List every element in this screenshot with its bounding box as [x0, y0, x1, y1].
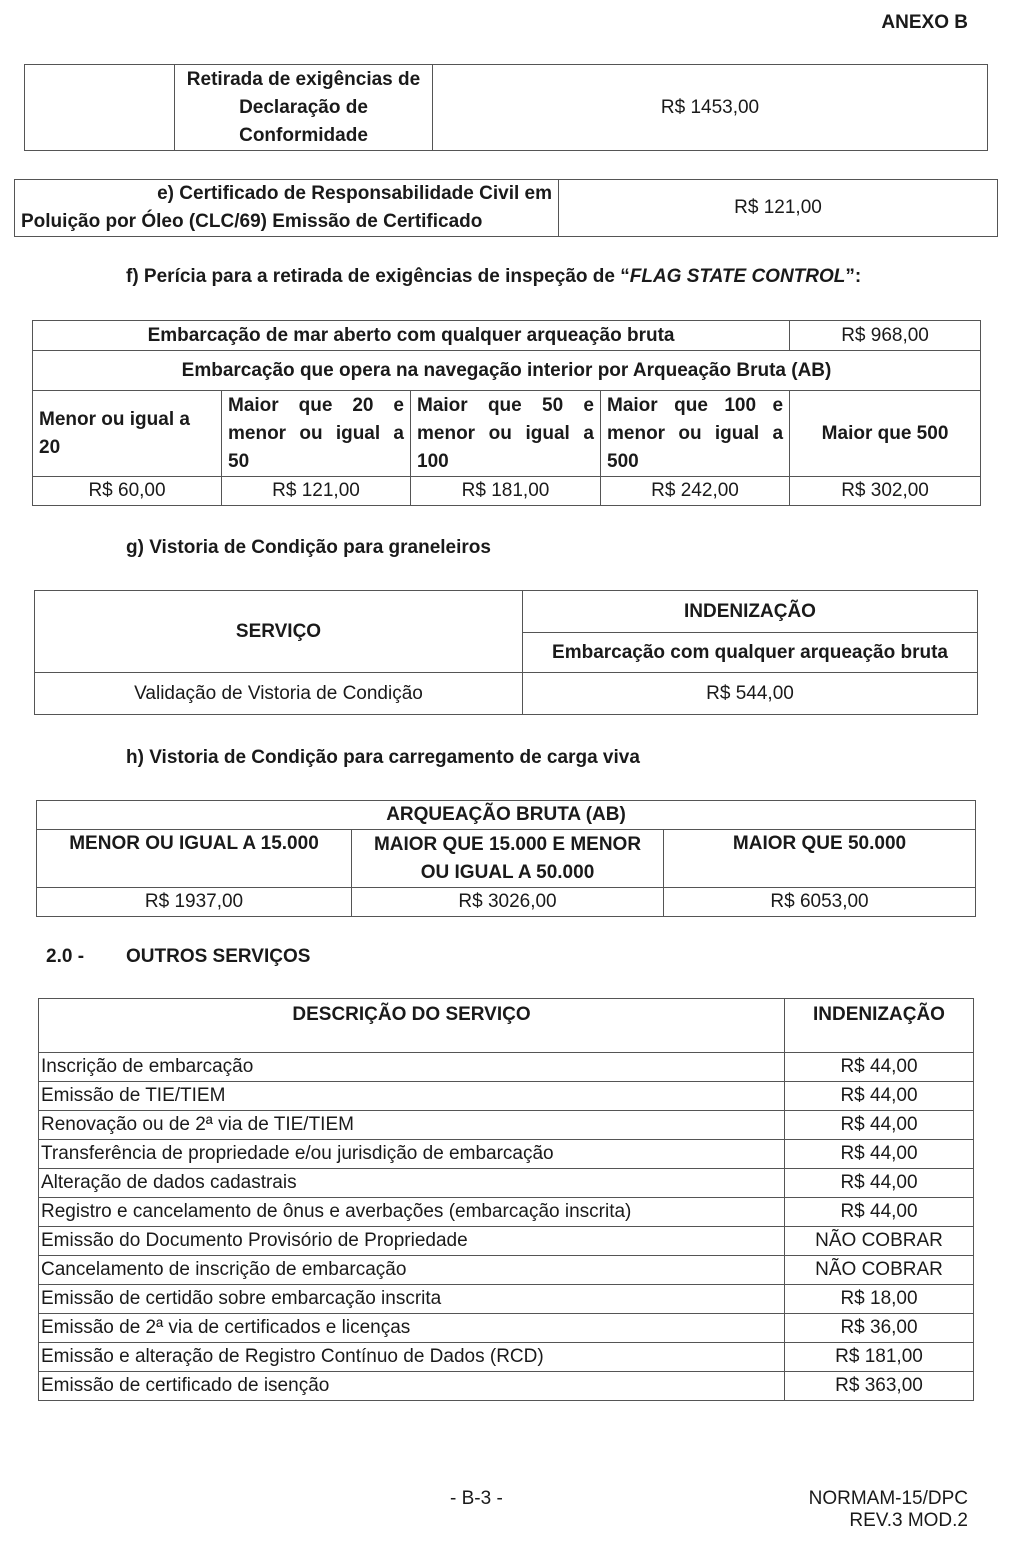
item-e-line2: Poluição por Óleo (CLC/69) Emissão de Certificado: [21, 211, 483, 232]
item-h-category: MAIOR QUE 50.000: [664, 830, 976, 888]
item-f-heading-italic: FLAG STATE CONTROL: [629, 266, 846, 287]
section-number: 2.0 -: [46, 946, 85, 967]
table-row: [39, 1372, 974, 1401]
item-f-heading-post: ”:: [845, 266, 862, 287]
item-f-category: Maior que 500: [790, 391, 981, 477]
table-row: [39, 1053, 974, 1082]
service-description: Cancelamento de inscrição de embarcação: [39, 1256, 785, 1285]
item-f-category: Maior que 100 e menor ou igual a 500: [601, 391, 790, 477]
item-g-col-indem-sub: Embarcação com qualquer arqueação bruta: [523, 633, 978, 673]
item-f-category: Menor ou igual a 20: [33, 391, 222, 477]
service-description: Emissão e alteração de Registro Contínuo de Dados (RCD): [39, 1343, 785, 1372]
section-title: OUTROS SERVIÇOS: [126, 946, 311, 967]
table-row: [39, 1227, 974, 1256]
item-g-col-indem: INDENIZAÇÃO: [523, 591, 978, 633]
services-body: [39, 1053, 974, 1401]
item-g-col-service: SERVIÇO: [35, 591, 523, 673]
item-f-heading-pre: f) Perícia para a retirada de exigências de inspeção de “: [126, 266, 630, 287]
item-f-row2-label: Embarcação que opera na navegação interior por Arqueação Bruta (AB): [33, 351, 981, 391]
item-g-row-label: Validação de Vistoria de Condição: [35, 673, 523, 715]
table-declaration: [24, 64, 988, 151]
item-h-category: MAIOR QUE 15.000 E MENOR OU IGUAL A 50.000: [352, 830, 664, 888]
service-description: Emissão do Documento Provisório de Propriedade: [39, 1227, 785, 1256]
item-f-category: Maior que 50 e menor ou igual a 100: [411, 391, 601, 477]
col-desc-header: DESCRIÇÃO DO SERVIÇO: [39, 999, 785, 1053]
service-value: R$ 44,00: [785, 1198, 974, 1227]
service-description: Emissão de 2ª via de certificados e licenças: [39, 1314, 785, 1343]
item-f-value: R$ 302,00: [790, 477, 981, 506]
doc-name: NORMAM-15/DPC: [808, 1488, 968, 1509]
page-number: - B-3 -: [450, 1488, 503, 1509]
service-description: Transferência de propriedade e/ou jurisdição de embarcação: [39, 1140, 785, 1169]
table-item-f: [32, 320, 981, 506]
item-e-line1: e) Certificado de Responsabilidade Civil em: [157, 183, 552, 204]
table-row: [39, 1285, 974, 1314]
service-value: R$ 44,00: [785, 1111, 974, 1140]
service-description: Emissão de certificado de isenção: [39, 1372, 785, 1401]
table-item-h: [36, 800, 976, 917]
empty-cell: [25, 65, 175, 151]
service-description: Inscrição de embarcação: [39, 1053, 785, 1082]
item-e-value: R$ 121,00: [559, 180, 998, 237]
table-row: [39, 1198, 974, 1227]
item-h-header: ARQUEAÇÃO BRUTA (AB): [37, 801, 976, 830]
doc-revision: REV.3 MOD.2: [849, 1510, 968, 1531]
service-description: Alteração de dados cadastrais: [39, 1169, 785, 1198]
declaration-label: Retirada de exigências de Declaração de Conformidade: [175, 65, 433, 151]
item-g-heading: g) Vistoria de Condição para graneleiros: [126, 537, 491, 558]
service-value: R$ 181,00: [785, 1343, 974, 1372]
item-f-row1-label: Embarcação de mar aberto com qualquer arqueação bruta: [33, 321, 790, 351]
item-f-category: Maior que 20 e menor ou igual a 50: [222, 391, 411, 477]
service-description: Registro e cancelamento de ônus e averbações (embarcação inscrita): [39, 1198, 785, 1227]
doc-id: [809, 1488, 968, 1532]
service-value: NÃO COBRAR: [785, 1256, 974, 1285]
table-row: [39, 1111, 974, 1140]
item-h-heading: h) Vistoria de Condição para carregamento de carga viva: [126, 747, 640, 768]
item-f-value: R$ 181,00: [411, 477, 601, 506]
service-value: R$ 44,00: [785, 1169, 974, 1198]
item-f-row1-value: R$ 968,00: [790, 321, 981, 351]
item-h-value: R$ 6053,00: [664, 888, 976, 917]
item-g-row-value: R$ 544,00: [523, 673, 978, 715]
table-row: [39, 1169, 974, 1198]
item-f-value: R$ 60,00: [33, 477, 222, 506]
col-indem-header: INDENIZAÇÃO: [785, 999, 974, 1053]
table-item-g: [34, 590, 978, 715]
table-row: [39, 1256, 974, 1285]
service-value: R$ 44,00: [785, 1053, 974, 1082]
table-row: [39, 1314, 974, 1343]
service-description: Renovação ou de 2ª via de TIE/TIEM: [39, 1111, 785, 1140]
service-description: Emissão de TIE/TIEM: [39, 1082, 785, 1111]
service-value: R$ 18,00: [785, 1285, 974, 1314]
service-value: R$ 363,00: [785, 1372, 974, 1401]
table-item-e: [14, 179, 998, 237]
table-row: [39, 1140, 974, 1169]
declaration-value: R$ 1453,00: [433, 65, 988, 151]
annex-label: ANEXO B: [881, 12, 968, 33]
table-row: [39, 1343, 974, 1372]
table-other-services: [38, 998, 974, 1401]
table-row: [39, 1082, 974, 1111]
service-value: R$ 44,00: [785, 1140, 974, 1169]
item-f-heading: [126, 266, 861, 288]
service-description: Emissão de certidão sobre embarcação inscrita: [39, 1285, 785, 1314]
item-h-value: R$ 3026,00: [352, 888, 664, 917]
service-value: R$ 36,00: [785, 1314, 974, 1343]
item-h-category: MENOR OU IGUAL A 15.000: [37, 830, 352, 888]
item-h-value: R$ 1937,00: [37, 888, 352, 917]
item-e-label: [15, 180, 559, 237]
service-value: R$ 44,00: [785, 1082, 974, 1111]
item-f-value: R$ 242,00: [601, 477, 790, 506]
service-value: NÃO COBRAR: [785, 1227, 974, 1256]
item-f-value: R$ 121,00: [222, 477, 411, 506]
